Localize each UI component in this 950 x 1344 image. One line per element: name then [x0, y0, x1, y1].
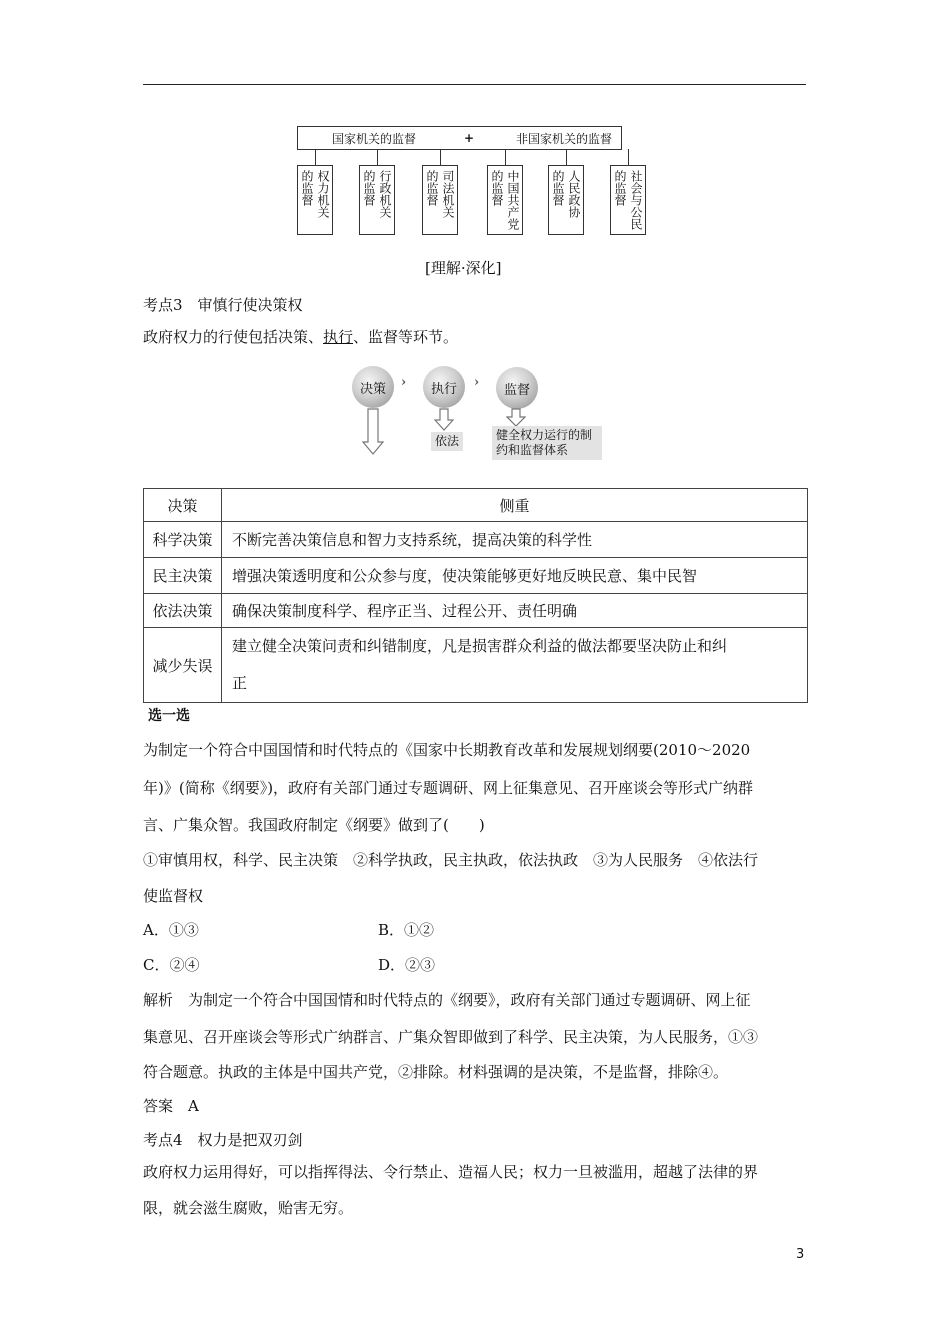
- table-header-cell: 侧重: [222, 489, 808, 522]
- table-cell: 增强决策透明度和公众参与度，使决策能够更好地反映民意、集中民智: [222, 558, 808, 594]
- cell-line: 正: [232, 674, 248, 692]
- table-cell: 确保决策制度科学、程序正当、过程公开、责任明确: [222, 594, 808, 628]
- box-col1: [316, 170, 330, 234]
- box-text: 的监督: [613, 170, 627, 206]
- box-col1: [629, 170, 643, 234]
- state-supervision-label: 国家机关的监督: [332, 131, 417, 146]
- chevron-right-icon: ›: [401, 375, 407, 390]
- connector: [566, 149, 567, 165]
- box-text: 的监督: [300, 170, 314, 206]
- box-text: 中国共产党: [506, 170, 520, 230]
- connector: [315, 149, 316, 165]
- point4-text-line: 限，就会滋生腐败，贻害无穷。: [143, 1199, 354, 1217]
- connector: [377, 149, 378, 165]
- point3-title: 考点3 审慎行使决策权: [143, 296, 303, 314]
- note-line: 约和监督体系: [496, 443, 569, 457]
- answer: 答案 A: [143, 1097, 199, 1115]
- table-cell: [222, 628, 808, 703]
- table-row: [144, 558, 808, 594]
- supervision-box: [359, 165, 395, 235]
- header-rule: [143, 84, 806, 85]
- analysis-line: 解析 为制定一个符合中国国情和时代特点的《纲要》，政府有关部门通过专题调研、网上征: [143, 991, 751, 1009]
- supervision-box: [422, 165, 458, 235]
- box-col2: [551, 170, 565, 234]
- box-col1: [506, 170, 520, 234]
- box-col1: [441, 170, 455, 234]
- choice-a: A．①③: [143, 921, 199, 939]
- down-arrow-icon: [362, 408, 384, 456]
- exercise-stem-line: 为制定一个符合中国国情和时代特点的《国家中长期教育改革和发展规划纲要(2010～2020: [143, 741, 751, 759]
- supervision-top-box: [297, 126, 622, 150]
- supervision-box: [610, 165, 646, 235]
- table-header-cell: 决策: [144, 489, 222, 522]
- supervision-box: [297, 165, 333, 235]
- exercise-stem-line: 言、广集众智。我国政府制定《纲要》做到了( ): [143, 816, 485, 834]
- intro-text: 政府权力的行使包括决策、: [143, 328, 324, 346]
- supervision-box: [548, 165, 584, 235]
- cell-line: 建立健全决策问责和纠错制度，凡是损害群众利益的做法都要坚决防止和纠: [232, 637, 728, 655]
- table-header-row: [144, 489, 808, 522]
- flow-note-supervision-system: [492, 426, 602, 460]
- box-col2: [490, 170, 504, 234]
- box-text: 的监督: [551, 170, 565, 206]
- flow-step-execution: 执行: [423, 366, 465, 408]
- exercise-stem-line: 年)》(简称《纲要》)，政府有关部门通过专题调研、网上征集意见、召开座谈会等形式广纳群: [143, 779, 754, 797]
- intro-underlined-text: 执行: [323, 328, 354, 346]
- choice-c: C．②④: [143, 956, 200, 974]
- chevron-right-icon: ›: [474, 375, 480, 390]
- box-text: 的监督: [425, 170, 439, 206]
- point4-text-line: 政府权力运用得好，可以指挥得法、令行禁止、造福人民；权力一旦被滥用，超越了法律的界: [143, 1163, 759, 1181]
- box-text: 的监督: [490, 170, 504, 206]
- box-col1: [567, 170, 581, 234]
- choice-d: D．②③: [378, 956, 436, 974]
- box-text: 的监督: [362, 170, 376, 206]
- table-cell: 减少失误: [144, 628, 222, 703]
- box-text: 人民政协: [567, 170, 581, 218]
- connector: [505, 149, 506, 165]
- down-arrow-icon: [434, 408, 454, 432]
- box-col2: [425, 170, 439, 234]
- choice-b: B．①②: [378, 921, 435, 939]
- box-text: 权力机关: [316, 170, 330, 218]
- section-tag: [理解·深化]: [425, 259, 502, 277]
- box-text: 社会与公民: [629, 170, 643, 230]
- box-col2: [362, 170, 376, 234]
- box-col2: [300, 170, 314, 234]
- decision-table: [143, 488, 808, 703]
- plus-sign: +: [464, 131, 475, 145]
- box-col2: [613, 170, 627, 234]
- nonstate-supervision-label: 非国家机关的监督: [516, 131, 613, 146]
- table-cell: 科学决策: [144, 522, 222, 558]
- exercise-options-line: 使监督权: [143, 887, 204, 905]
- box-text: 司法机关: [441, 170, 455, 218]
- analysis-line: 符合题意。执政的主体是中国共产党，②排除。材料强调的是决策，不是监督，排除④。: [143, 1063, 729, 1081]
- table-row: [144, 522, 808, 558]
- note-line: 健全权力运行的制: [496, 428, 593, 442]
- page-number: 3: [796, 1247, 805, 1262]
- point3-intro: [143, 327, 458, 347]
- table-row: [144, 628, 808, 703]
- flow-step-decision: 决策: [352, 366, 394, 408]
- down-arrow-icon: [506, 408, 526, 428]
- point4-title: 考点4 权力是把双刃剑: [143, 1131, 303, 1149]
- flow-note-lawful: 依法: [431, 432, 463, 451]
- table-cell: 民主决策: [144, 558, 222, 594]
- analysis-line: 集意见、召开座谈会等形式广纳群言、广集众智即做到了科学、民主决策，为人民服务，①③: [143, 1028, 759, 1046]
- exercise-heading: 选一选: [148, 708, 190, 724]
- exercise-options-line: ①审慎用权，科学、民主决策 ②科学执政，民主执政，依法执政 ③为人民服务 ④依法行: [143, 851, 759, 869]
- box-col1: [378, 170, 392, 234]
- table-cell: 不断完善决策信息和智力支持系统，提高决策的科学性: [222, 522, 808, 558]
- table-row: [144, 594, 808, 628]
- connector: [440, 149, 441, 165]
- connector: [628, 149, 629, 165]
- box-text: 行政机关: [378, 170, 392, 218]
- intro-text: 、监督等环节。: [353, 328, 459, 346]
- table-cell: 依法决策: [144, 594, 222, 628]
- flow-step-supervision: 监督: [496, 367, 538, 409]
- supervision-box: [487, 165, 523, 235]
